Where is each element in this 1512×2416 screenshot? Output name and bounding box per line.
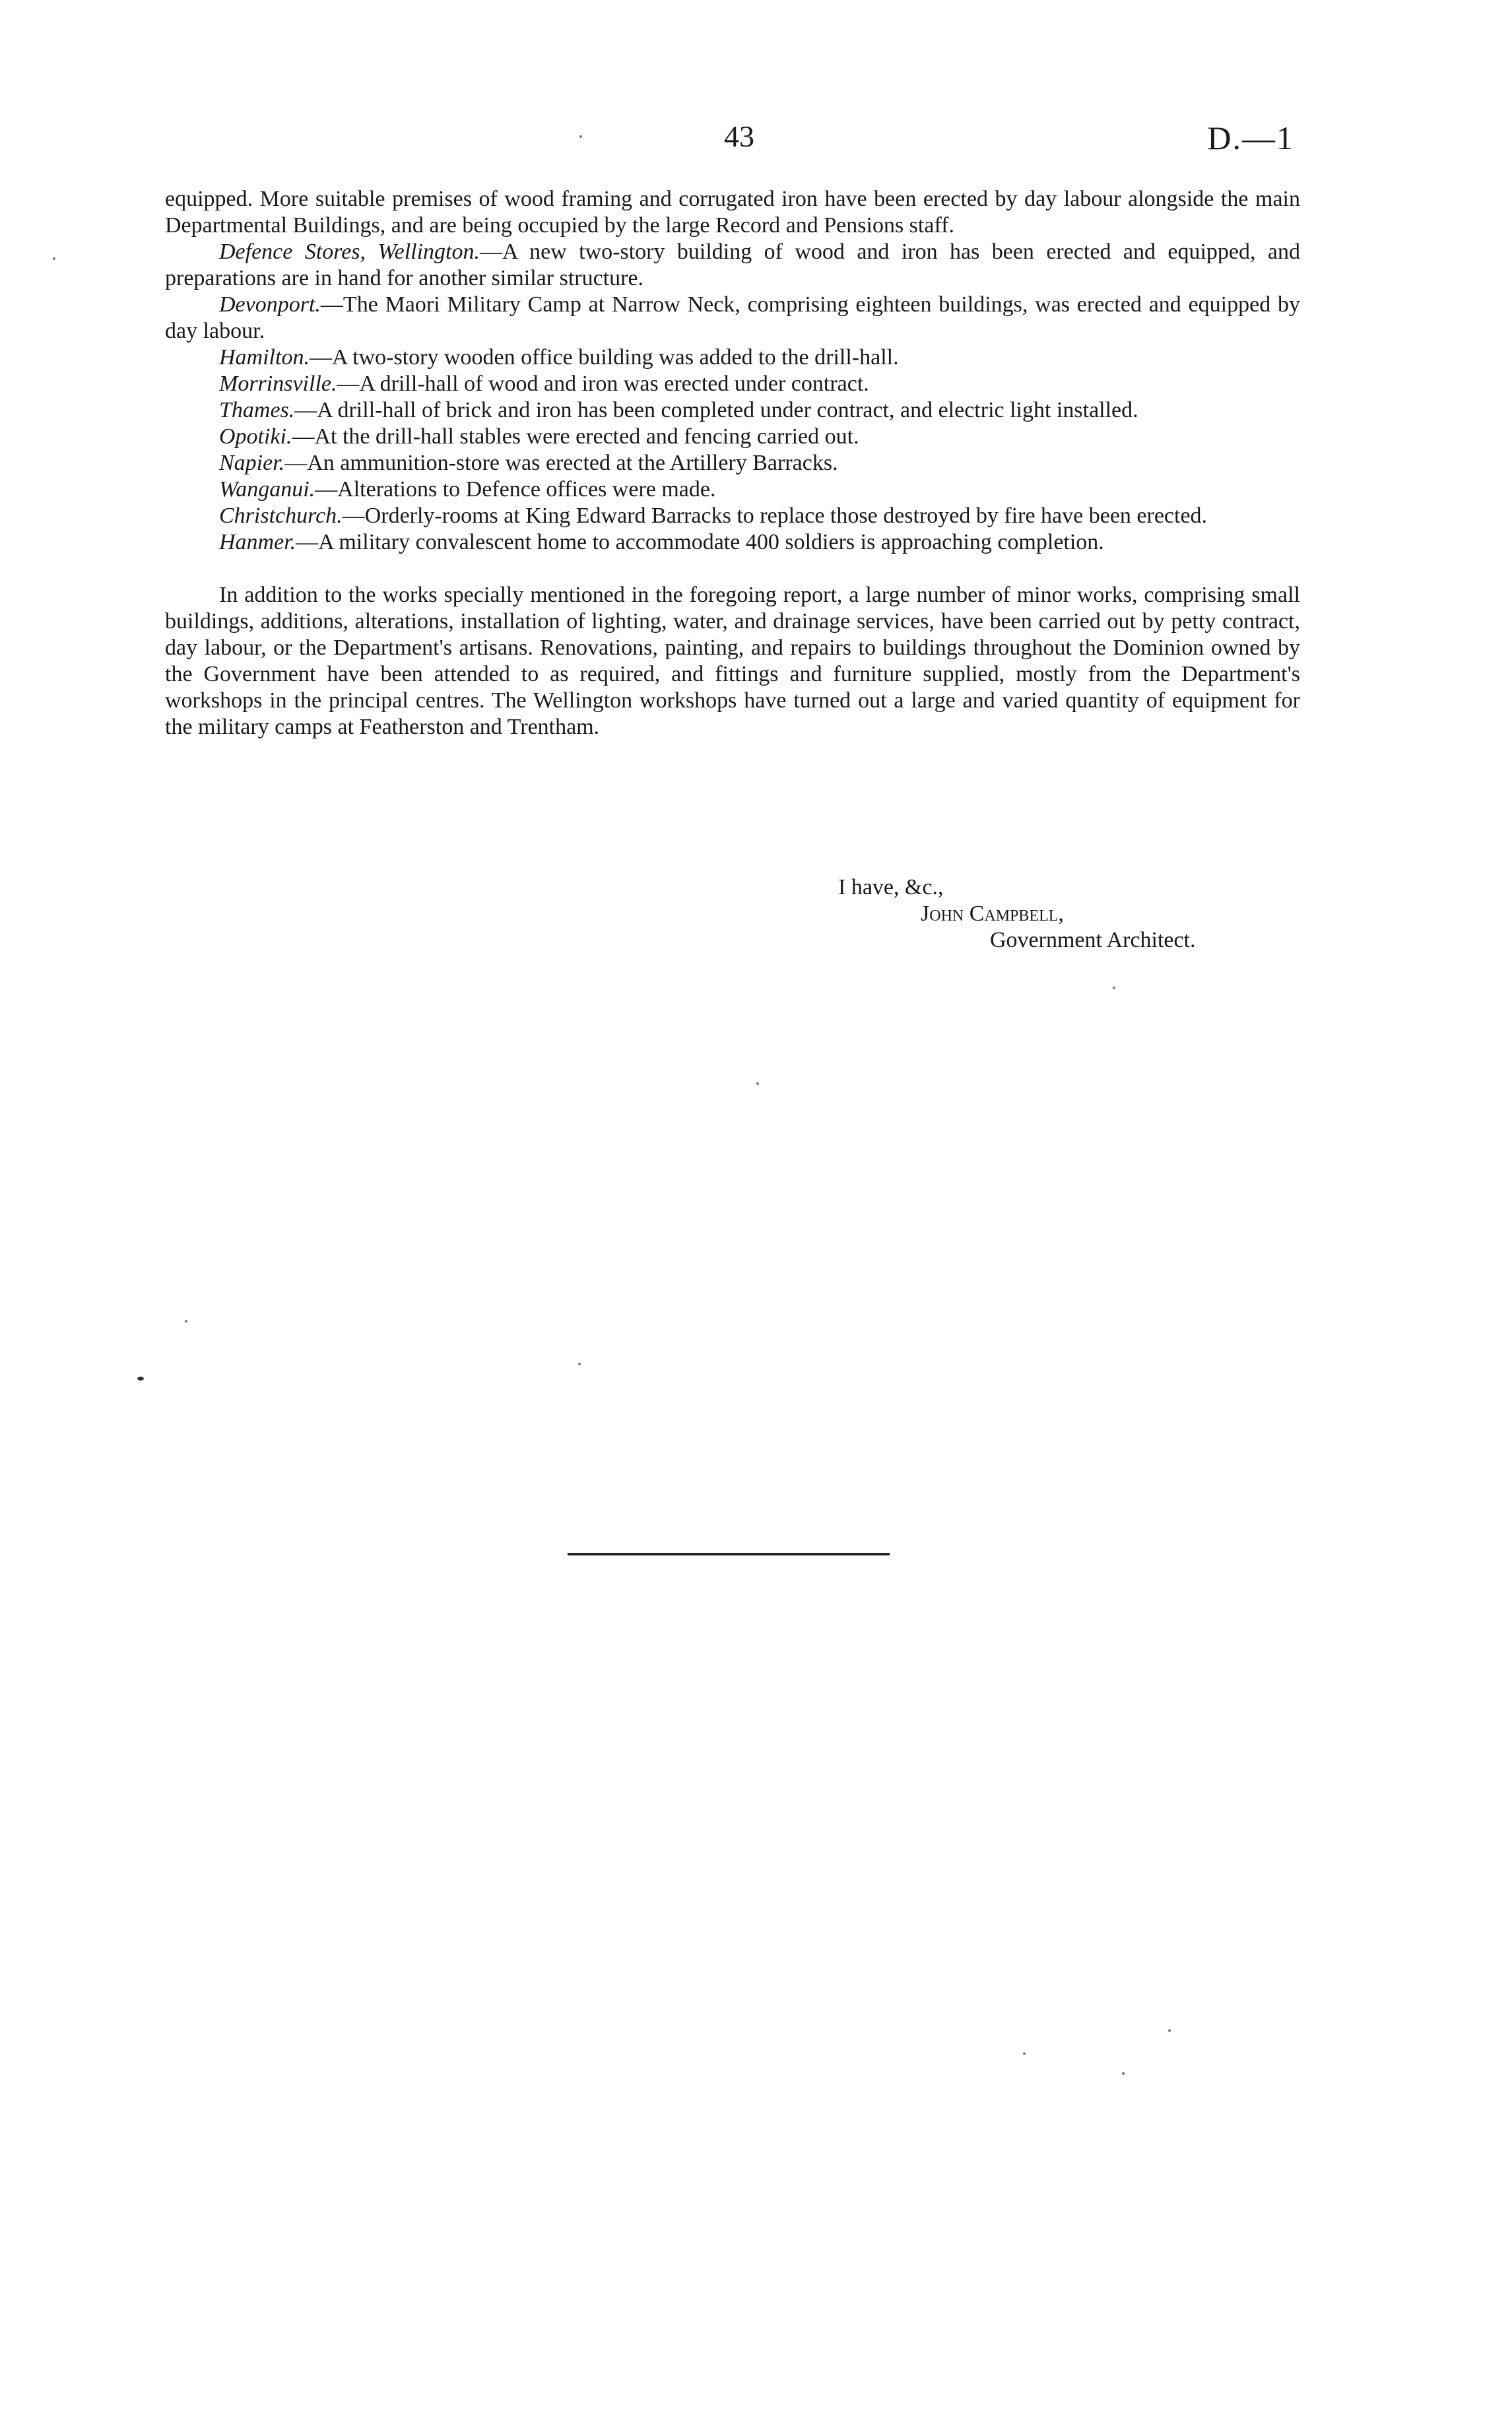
entry-place: Thames. <box>219 398 295 422</box>
signatory-title: Government Architect. <box>990 928 1196 952</box>
entry-place: Defence Stores, Wellington. <box>219 240 480 264</box>
entry-text: —A two-story wooden office building was added to the drill-hall. <box>309 345 899 370</box>
entry-paragraph <box>165 450 1300 476</box>
entry-text: —At the drill-hall stables were erected and fencing carried out. <box>292 424 859 449</box>
document-reference: D.—1 <box>1207 119 1294 156</box>
page-number: 43 <box>724 119 754 153</box>
entry-paragraph <box>165 344 1300 371</box>
entry-text: —A drill-hall of brick and iron has been completed under contract, and electric light installed. <box>294 398 1138 422</box>
scan-speck <box>579 135 582 138</box>
entry-place: Morrinsville. <box>219 372 337 396</box>
entry-text: —Alterations to Defence offices were made. <box>315 477 716 502</box>
entry-place: Napier. <box>219 451 285 475</box>
entry-paragraph <box>165 371 1300 397</box>
salutation: I have, &c., <box>838 875 944 899</box>
entry-place: Hanmer. <box>219 530 296 554</box>
scan-speck <box>1113 987 1115 989</box>
entry-paragraph <box>165 503 1300 529</box>
entry-text: —The Maori Military Camp at Narrow Neck, comprising eighteen buildings, was erected and equipped by day labour. <box>165 292 1300 343</box>
scan-speck <box>1122 2072 1125 2075</box>
scan-speck <box>1168 2029 1171 2032</box>
entry-place: Devonport. <box>219 292 321 317</box>
report-body <box>165 186 1300 740</box>
scan-speck <box>578 1363 581 1365</box>
entry-place: Opotiki. <box>219 424 292 449</box>
entry-place: Christchurch. <box>219 504 343 528</box>
scan-speck <box>137 1377 144 1381</box>
entry-paragraph <box>165 397 1300 424</box>
entry-text: —A drill-hall of wood and iron was erected under contract. <box>337 372 869 396</box>
end-rule <box>568 1553 890 1555</box>
entry-paragraph <box>165 239 1300 292</box>
entry-text: —An ammunition-store was erected at the Artillery Barracks. <box>284 451 838 475</box>
entry-paragraph <box>165 476 1300 503</box>
scan-speck <box>756 1082 759 1085</box>
entry-paragraph <box>165 424 1300 450</box>
entry-text: —Orderly-rooms at King Edward Barracks to replace those destroyed by fire have been erected. <box>342 504 1208 528</box>
closing-paragraph: In addition to the works specially mentioned in the foregoing report, a large number of minor works, comprising small buildings, additions, alterations, installation of lighting, water, and drainage services, have been carried out by petty contract, day labour, or the Department's artisans. Renovations, painting, and repairs to buildings throughout the Dominion owned by the Government have been attended to as required, and fittings and furniture supplied, mostly from the Department's workshops in the principal centres. The Wellington workshops have turned out a large and varied quantity of equipment for the military camps at Featherston and Trentham. <box>165 583 1300 739</box>
scan-speck <box>185 1320 187 1322</box>
entry-place: Wanganui. <box>219 477 315 502</box>
intro-paragraph: equipped. More suitable premises of wood framing and corrugated iron have been erected by day labour alongside the main Departmental Buildings, and are being occupied by the large Record and Pensions staff. <box>165 187 1300 238</box>
scan-speck <box>1023 2052 1026 2055</box>
signatory-name: John Campbell, <box>921 901 1064 926</box>
entry-place: Hamilton. <box>219 345 310 370</box>
entry-text: —A military convalescent home to accommodate 400 soldiers is approaching completion. <box>296 530 1104 554</box>
entry-paragraph <box>165 529 1300 556</box>
entry-text: —A new two-story building of wood and iron has been erected and equipped, and preparations are in hand for another similar structure. <box>165 240 1300 290</box>
entry-paragraph <box>165 292 1300 344</box>
scan-speck <box>53 257 55 260</box>
